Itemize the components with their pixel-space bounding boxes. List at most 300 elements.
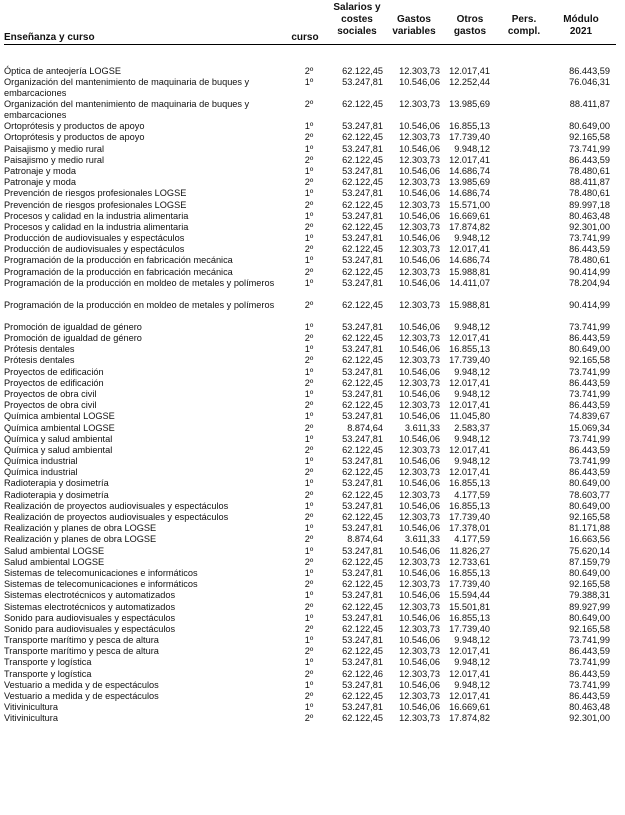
cell-otros: 17.739,40 xyxy=(449,623,490,634)
cell-curso: 1º xyxy=(304,344,314,355)
header-gastos-variables: Gastos variables xyxy=(392,14,436,37)
cell-name: Química ambiental LOGSE xyxy=(4,422,115,433)
table-row xyxy=(0,255,625,266)
cell-name: Salud ambiental LOGSE xyxy=(4,545,105,556)
cell-otros: 4.177,59 xyxy=(454,534,490,545)
cell-otros: 16.669,61 xyxy=(449,702,490,713)
cell-name: Transporte y logística xyxy=(4,657,92,668)
table-header xyxy=(0,0,625,43)
table-row xyxy=(0,166,625,177)
cell-curso: 2º xyxy=(304,534,314,545)
cell-curso: 2º xyxy=(304,422,314,433)
table-row xyxy=(0,211,625,222)
cell-curso: 1º xyxy=(304,590,314,601)
cell-modulo: 80.649,00 xyxy=(569,612,610,623)
cell-name: Química industrial xyxy=(4,467,78,478)
cell-otros: 2.583,37 xyxy=(454,422,490,433)
cell-curso: 1º xyxy=(304,277,314,288)
cell-gastos: 12.303,73 xyxy=(399,668,440,679)
cell-curso: 2º xyxy=(304,355,314,366)
cell-otros: 9.948,12 xyxy=(454,233,490,244)
cell-salarios: 62.122,45 xyxy=(342,467,383,478)
cell-curso: 2º xyxy=(304,713,314,724)
cell-gastos: 12.303,73 xyxy=(399,556,440,567)
cell-curso: 2º xyxy=(304,154,314,165)
cell-salarios: 62.122,45 xyxy=(342,444,383,455)
table-row xyxy=(0,646,625,657)
cell-gastos: 12.303,73 xyxy=(399,444,440,455)
cell-gastos: 10.546,06 xyxy=(399,366,440,377)
cell-curso: 2º xyxy=(304,400,314,411)
table-row xyxy=(0,378,625,389)
header-pers-compl: Pers. compl. xyxy=(507,14,541,37)
cell-curso: 1º xyxy=(304,210,314,221)
cell-otros: 9.948,12 xyxy=(454,635,490,646)
cell-otros: 17.739,40 xyxy=(449,579,490,590)
table-row xyxy=(0,490,625,501)
header-rule xyxy=(4,44,616,45)
cell-salarios: 53.247,81 xyxy=(342,344,383,355)
cell-modulo: 74.839,67 xyxy=(569,411,610,422)
cell-otros: 12.017,41 xyxy=(449,333,490,343)
table-row xyxy=(0,434,625,445)
cell-salarios: 62.122,45 xyxy=(342,132,383,143)
cell-name: Realización de proyectos audiovisuales y espectáculos xyxy=(4,500,229,511)
cell-curso: 2º xyxy=(304,221,314,232)
table-row xyxy=(0,177,625,188)
cell-curso: 1º xyxy=(304,121,314,132)
cell-salarios: 53.247,81 xyxy=(342,590,383,601)
cell-modulo: 92.165,58 xyxy=(569,132,610,143)
cell-curso: 2º xyxy=(304,623,314,634)
table-row xyxy=(0,669,625,680)
cell-modulo: 86.443,59 xyxy=(569,66,610,76)
cell-salarios: 62.122,45 xyxy=(342,512,383,522)
cell-salarios: 62.122,45 xyxy=(342,299,383,310)
cell-otros: 14.686,74 xyxy=(449,165,490,176)
table-row xyxy=(0,322,625,333)
cell-name: Patronaje y moda xyxy=(4,177,77,188)
cell-curso: 1º xyxy=(304,702,314,713)
cell-name: Promoción de igualdad de género xyxy=(4,333,142,343)
cell-gastos: 12.303,73 xyxy=(399,601,440,612)
cell-name: Transporte marítimo y pesca de altura xyxy=(4,635,159,646)
cell-otros: 16.855,13 xyxy=(449,344,490,355)
table-row xyxy=(0,188,625,199)
cell-gastos: 12.303,73 xyxy=(399,400,440,411)
cell-modulo: 86.443,59 xyxy=(569,154,610,165)
cell-name: Óptica de anteojería LOGSE xyxy=(4,66,121,76)
cell-modulo: 80.463,48 xyxy=(569,210,610,221)
cell-name: Vitivinicultura xyxy=(4,702,58,713)
cell-gastos: 12.303,73 xyxy=(399,713,440,724)
cell-modulo: 80.649,00 xyxy=(569,121,610,132)
cell-name: Vestuario a medida y de espectáculos xyxy=(4,679,159,690)
cell-modulo: 86.443,59 xyxy=(569,400,610,411)
cell-gastos: 10.546,06 xyxy=(399,277,440,288)
table-row xyxy=(0,400,625,411)
cell-name: Sonido para audiovisuales y espectáculos xyxy=(4,623,176,634)
table-row xyxy=(0,144,625,155)
cell-salarios: 62.122,45 xyxy=(342,66,383,76)
cell-salarios: 62.122,45 xyxy=(342,199,383,210)
cell-modulo: 88.411,87 xyxy=(569,177,610,188)
cell-salarios: 53.247,81 xyxy=(342,366,383,377)
cell-curso: 2º xyxy=(304,132,314,143)
cell-otros: 12.017,41 xyxy=(449,467,490,478)
table-row xyxy=(0,278,625,300)
cell-gastos: 10.546,06 xyxy=(399,121,440,132)
cell-name: Sistemas electrotécnicos y automatizados xyxy=(4,601,176,612)
cell-curso: 1º xyxy=(304,545,314,556)
table-row xyxy=(0,534,625,545)
cell-curso: 1º xyxy=(304,500,314,511)
cell-salarios: 62.122,45 xyxy=(342,266,383,277)
table-row xyxy=(0,411,625,422)
cell-modulo: 73.741,99 xyxy=(569,456,610,467)
cell-salarios: 62.122,45 xyxy=(342,646,383,657)
cell-otros: 17.874,82 xyxy=(449,713,490,724)
table-row xyxy=(0,624,625,635)
cell-modulo: 86.443,59 xyxy=(569,244,610,255)
cell-modulo: 90.414,99 xyxy=(569,266,610,277)
cell-salarios: 53.247,81 xyxy=(342,478,383,489)
cell-curso: 1º xyxy=(304,679,314,690)
cell-modulo: 73.741,99 xyxy=(569,657,610,668)
cell-gastos: 10.546,06 xyxy=(399,165,440,176)
cell-gastos: 12.303,73 xyxy=(399,99,440,110)
table-row xyxy=(0,445,625,456)
cell-name: Prevención de riesgos profesionales LOGSE xyxy=(4,188,187,199)
cell-modulo: 73.741,99 xyxy=(569,679,610,690)
cell-salarios: 62.122,45 xyxy=(342,154,383,165)
cell-name: Realización y planes de obra LOGSE xyxy=(4,534,157,545)
cell-curso: 1º xyxy=(304,567,314,578)
table-row xyxy=(0,344,625,355)
cell-otros: 17.739,40 xyxy=(449,512,490,522)
cell-modulo: 78.480,61 xyxy=(569,255,610,266)
cell-name: Procesos y calidad en la industria alimentaria xyxy=(4,221,189,232)
table-row xyxy=(0,512,625,523)
cell-otros: 9.948,12 xyxy=(454,433,490,444)
cell-gastos: 10.546,06 xyxy=(399,321,440,332)
cell-gastos: 12.303,73 xyxy=(399,467,440,478)
cell-gastos: 10.546,06 xyxy=(399,500,440,511)
cell-curso: 2º xyxy=(304,177,314,188)
cell-modulo: 79.388,31 xyxy=(569,590,610,601)
table-row xyxy=(0,132,625,143)
cell-curso: 2º xyxy=(304,467,314,478)
cell-gastos: 10.546,06 xyxy=(399,411,440,422)
cell-curso: 2º xyxy=(304,579,314,590)
cell-modulo: 80.649,00 xyxy=(569,567,610,578)
cell-otros: 15.988,81 xyxy=(449,266,490,277)
header-salarios: Salarios y costes sociales xyxy=(333,2,381,37)
cell-gastos: 10.546,06 xyxy=(399,188,440,199)
cell-gastos: 12.303,73 xyxy=(399,299,440,310)
cell-salarios: 62.122,45 xyxy=(342,556,383,567)
cell-gastos: 12.303,73 xyxy=(399,691,440,701)
table-row xyxy=(0,713,625,724)
cell-name: Prótesis dentales xyxy=(4,355,75,366)
cell-salarios: 62.122,45 xyxy=(342,623,383,634)
header-modulo: Módulo 2021 xyxy=(563,14,599,37)
cell-gastos: 10.546,06 xyxy=(399,456,440,467)
cell-modulo: 92.301,00 xyxy=(569,713,610,724)
cell-gastos: 3.611,33 xyxy=(404,422,440,433)
cell-otros: 12.017,41 xyxy=(449,154,490,165)
cell-otros: 11.045,80 xyxy=(449,411,490,422)
cell-modulo: 80.649,00 xyxy=(569,344,610,355)
cell-gastos: 10.546,06 xyxy=(399,388,440,399)
table-row xyxy=(0,300,625,322)
cell-curso: 1º xyxy=(304,456,314,467)
cell-curso: 1º xyxy=(304,433,314,444)
cell-otros: 9.948,12 xyxy=(454,388,490,399)
cell-modulo: 86.443,59 xyxy=(569,668,610,679)
cell-curso: 1º xyxy=(304,321,314,332)
cell-modulo: 16.663,56 xyxy=(569,534,610,545)
cell-otros: 12.017,41 xyxy=(449,646,490,657)
cell-modulo: 89.927,99 xyxy=(569,601,610,612)
cell-otros: 12.017,41 xyxy=(449,444,490,455)
table-row xyxy=(0,613,625,624)
cell-otros: 12.017,41 xyxy=(449,668,490,679)
table-row xyxy=(0,155,625,166)
cell-name: Proyectos de obra civil xyxy=(4,388,97,399)
table-row xyxy=(0,467,625,478)
cell-gastos: 10.546,06 xyxy=(399,702,440,713)
cell-salarios: 53.247,81 xyxy=(342,233,383,244)
cell-otros: 16.855,13 xyxy=(449,121,490,132)
cell-modulo: 80.649,00 xyxy=(569,500,610,511)
cell-otros: 16.855,13 xyxy=(449,478,490,489)
cell-otros: 14.686,74 xyxy=(449,188,490,199)
cell-name: Prevención de riesgos profesionales LOGSE xyxy=(4,199,187,210)
cell-salarios: 53.247,81 xyxy=(342,635,383,646)
cell-modulo: 92.165,58 xyxy=(569,512,610,522)
cell-name: Producción de audiovisuales y espectáculos xyxy=(4,244,185,255)
cell-name: Química ambiental LOGSE xyxy=(4,411,115,422)
cell-modulo: 89.997,18 xyxy=(569,199,610,210)
cell-name: Programación de la producción en fabricación mecánica xyxy=(4,266,233,277)
cell-gastos: 12.303,73 xyxy=(399,355,440,366)
cell-curso: 1º xyxy=(304,366,314,377)
cell-modulo: 88.411,87 xyxy=(569,99,610,110)
cell-name: Producción de audiovisuales y espectáculos xyxy=(4,233,185,244)
cell-name: Sonido para audiovisuales y espectáculos xyxy=(4,612,176,623)
cell-curso: 1º xyxy=(304,143,314,154)
cell-curso: 1º xyxy=(304,411,314,422)
cell-modulo: 80.649,00 xyxy=(569,478,610,489)
cell-otros: 17.874,82 xyxy=(449,221,490,232)
cell-salarios: 62.122,46 xyxy=(342,668,383,679)
cell-gastos: 12.303,73 xyxy=(399,579,440,590)
table-row xyxy=(0,66,625,77)
cell-otros: 13.985,69 xyxy=(449,99,490,110)
cell-gastos: 12.303,73 xyxy=(399,377,440,388)
cell-name: Realización y planes de obra LOGSE xyxy=(4,523,157,534)
cell-curso: 2º xyxy=(304,556,314,567)
cell-otros: 17.739,40 xyxy=(449,132,490,143)
table-row xyxy=(0,200,625,211)
cell-name: Química industrial xyxy=(4,456,78,467)
cell-gastos: 10.546,06 xyxy=(399,545,440,556)
cell-salarios: 53.247,81 xyxy=(342,612,383,623)
cell-salarios: 62.122,45 xyxy=(342,355,383,366)
cell-name: Proyectos de obra civil xyxy=(4,400,97,411)
cell-gastos: 10.546,06 xyxy=(399,233,440,244)
cell-salarios: 53.247,81 xyxy=(342,143,383,154)
cell-salarios: 53.247,81 xyxy=(342,702,383,713)
cell-otros: 17.739,40 xyxy=(449,355,490,366)
cell-name: Transporte marítimo y pesca de altura xyxy=(4,646,159,657)
table-row xyxy=(0,121,625,132)
cell-modulo: 73.741,99 xyxy=(569,143,610,154)
cell-name: Proyectos de edificación xyxy=(4,377,104,388)
cell-salarios: 53.247,81 xyxy=(342,77,383,88)
table-row xyxy=(0,702,625,713)
cell-salarios: 53.247,81 xyxy=(342,165,383,176)
cell-gastos: 10.546,06 xyxy=(399,143,440,154)
cell-gastos: 10.546,06 xyxy=(399,344,440,355)
cell-salarios: 53.247,81 xyxy=(342,277,383,288)
cell-modulo: 78.204,94 xyxy=(569,277,610,288)
cell-salarios: 62.122,45 xyxy=(342,99,383,110)
cell-otros: 9.948,12 xyxy=(454,321,490,332)
cell-curso: 1º xyxy=(304,77,314,88)
cell-gastos: 12.303,73 xyxy=(399,132,440,143)
cell-modulo: 73.741,99 xyxy=(569,321,610,332)
table-row xyxy=(0,590,625,601)
cell-curso: 2º xyxy=(304,444,314,455)
cell-gastos: 10.546,06 xyxy=(399,255,440,266)
table-row xyxy=(0,501,625,512)
cell-salarios: 62.122,45 xyxy=(342,579,383,590)
cell-salarios: 53.247,81 xyxy=(342,121,383,132)
cell-salarios: 62.122,45 xyxy=(342,489,383,500)
cell-gastos: 10.546,06 xyxy=(399,77,440,88)
cell-name: Sistemas electrotécnicos y automatizados xyxy=(4,590,176,601)
cell-modulo: 86.443,59 xyxy=(569,333,610,343)
cell-gastos: 12.303,73 xyxy=(399,266,440,277)
cell-otros: 15.594,44 xyxy=(449,590,490,601)
cell-otros: 9.948,12 xyxy=(454,366,490,377)
table-row xyxy=(0,557,625,568)
cell-modulo: 78.480,61 xyxy=(569,165,610,176)
cell-curso: 2º xyxy=(304,691,314,701)
table-row xyxy=(0,77,625,99)
cell-modulo: 73.741,99 xyxy=(569,433,610,444)
cell-salarios: 62.122,45 xyxy=(342,333,383,343)
cell-salarios: 53.247,81 xyxy=(342,188,383,199)
cell-modulo: 86.443,59 xyxy=(569,377,610,388)
cell-gastos: 12.303,73 xyxy=(399,177,440,188)
cell-otros: 15.501,81 xyxy=(449,601,490,612)
table-row xyxy=(0,691,625,702)
cell-salarios: 8.874,64 xyxy=(347,534,383,545)
cell-curso: 1º xyxy=(304,478,314,489)
cell-curso: 2º xyxy=(304,512,314,522)
cell-curso: 2º xyxy=(304,646,314,657)
table-row xyxy=(0,579,625,590)
cell-curso: 1º xyxy=(304,255,314,266)
cell-gastos: 10.546,06 xyxy=(399,210,440,221)
cell-modulo: 92.165,58 xyxy=(569,355,610,366)
cell-modulo: 78.480,61 xyxy=(569,188,610,199)
cell-name: Vitivinicultura xyxy=(4,713,58,724)
table-body xyxy=(0,66,625,725)
table-row xyxy=(0,680,625,691)
table-row xyxy=(0,568,625,579)
cell-otros: 13.985,69 xyxy=(449,177,490,188)
cell-modulo: 81.171,88 xyxy=(569,523,610,534)
cell-curso: 2º xyxy=(304,668,314,679)
cell-salarios: 53.247,81 xyxy=(342,657,383,668)
table-row xyxy=(0,222,625,233)
cell-curso: 2º xyxy=(304,333,314,343)
cell-salarios: 62.122,45 xyxy=(342,377,383,388)
cell-otros: 12.017,41 xyxy=(449,400,490,411)
cell-gastos: 12.303,73 xyxy=(399,489,440,500)
cell-modulo: 73.741,99 xyxy=(569,233,610,244)
cell-salarios: 53.247,81 xyxy=(342,567,383,578)
cell-curso: 1º xyxy=(304,523,314,534)
cell-salarios: 53.247,81 xyxy=(342,411,383,422)
table-row xyxy=(0,267,625,278)
cell-gastos: 12.303,73 xyxy=(399,199,440,210)
cell-gastos: 12.303,73 xyxy=(399,623,440,634)
cell-otros: 12.017,41 xyxy=(449,691,490,701)
table-row xyxy=(0,367,625,378)
cell-modulo: 86.443,59 xyxy=(569,444,610,455)
cell-modulo: 80.463,48 xyxy=(569,702,610,713)
cell-gastos: 10.546,06 xyxy=(399,433,440,444)
cell-otros: 11.826,27 xyxy=(449,545,490,556)
cell-otros: 12.017,41 xyxy=(449,244,490,255)
cell-curso: 2º xyxy=(304,99,314,110)
cell-modulo: 86.443,59 xyxy=(569,691,610,701)
cell-gastos: 10.546,06 xyxy=(399,612,440,623)
table-row xyxy=(0,478,625,489)
cell-name: Sistemas de telecomunicaciones e informáticos xyxy=(4,579,198,590)
cell-curso: 1º xyxy=(304,635,314,646)
cell-salarios: 53.247,81 xyxy=(342,210,383,221)
cell-otros: 4.177,59 xyxy=(454,489,490,500)
table-row xyxy=(0,602,625,613)
cell-salarios: 62.122,45 xyxy=(342,244,383,255)
table-row xyxy=(0,389,625,400)
cell-otros: 16.855,13 xyxy=(449,612,490,623)
cell-name: Programación de la producción en fabricación mecánica xyxy=(4,255,233,266)
cell-modulo: 76.046,31 xyxy=(569,77,610,88)
cell-modulo: 86.443,59 xyxy=(569,467,610,478)
cell-otros: 9.948,12 xyxy=(454,657,490,668)
cell-modulo: 86.443,59 xyxy=(569,646,610,657)
cell-modulo: 75.620,14 xyxy=(569,545,610,556)
cell-gastos: 12.303,73 xyxy=(399,154,440,165)
header-otros-gastos: Otros gastos xyxy=(453,14,487,37)
cell-name: Ortoprótesis y productos de apoyo xyxy=(4,132,145,143)
cell-curso: 1º xyxy=(304,657,314,668)
cell-name: Ortoprótesis y productos de apoyo xyxy=(4,121,145,132)
cell-gastos: 10.546,06 xyxy=(399,478,440,489)
cell-modulo: 90.414,99 xyxy=(569,299,610,310)
cell-otros: 16.855,13 xyxy=(449,567,490,578)
cell-otros: 14.686,74 xyxy=(449,255,490,266)
cell-otros: 9.948,12 xyxy=(454,456,490,467)
cell-otros: 12.733,61 xyxy=(449,556,490,567)
